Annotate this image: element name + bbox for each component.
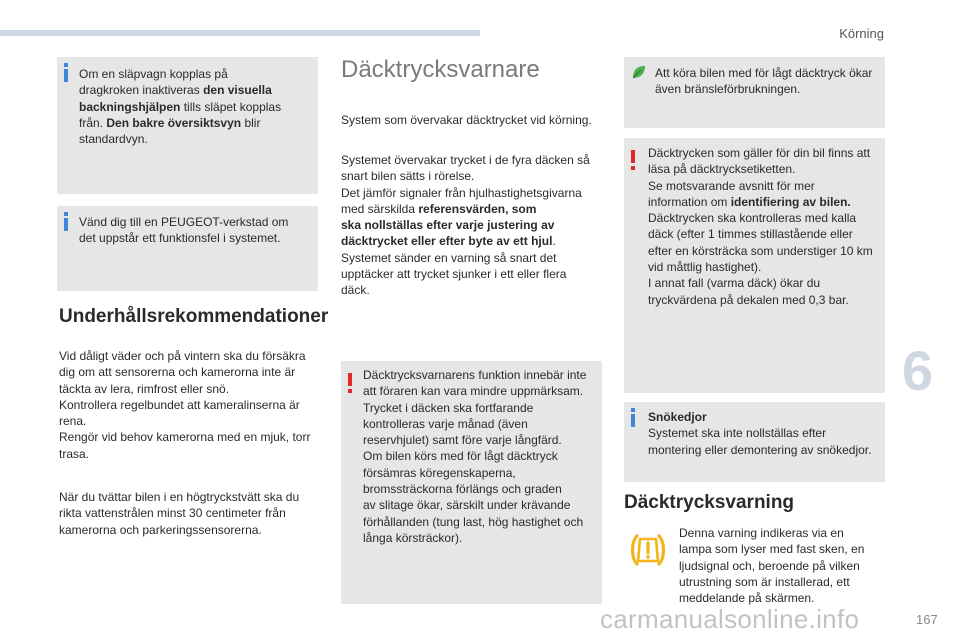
text: Vid dåligt väder och på vintern ska du försäkra <box>59 349 306 363</box>
text: kontrolleras varje månad (även <box>363 416 528 431</box>
text: standardvyn. <box>79 132 148 147</box>
warning-icon <box>348 373 352 386</box>
info-icon <box>631 414 635 427</box>
text: däck. <box>341 283 370 298</box>
chapter-number: 6 <box>902 339 934 402</box>
text: dig om att sensorerna och kamerorna inte är <box>59 365 296 380</box>
text: kamerorna och parkeringssensorerna. <box>59 522 262 537</box>
eco-leaf-icon <box>630 63 648 81</box>
text: I annat fall (varma däck) ökar du <box>648 276 821 291</box>
text: . <box>552 234 556 249</box>
text: Om bilen körs med för lågt däcktryck <box>363 449 558 464</box>
text: ljudsignal och, beroende på vilken <box>679 558 860 573</box>
text: trasa. <box>59 446 90 461</box>
text: förhållanden (tung last, hög hastighet och <box>363 514 584 529</box>
text: Att köra bilen med för lågt däcktryck ökar <box>655 66 873 80</box>
text: Däcktrycksvarnarens funktion innebär inte <box>363 368 587 382</box>
text: reservhjulet) samt före varje långfärd. <box>363 433 562 448</box>
text: efter en körsträcka som understiger 10 km <box>648 243 873 258</box>
text: Rengör vid behov kamerorna med en mjuk, torr <box>59 430 311 445</box>
text: utrustning som är installerad, ett <box>679 574 850 589</box>
text: Om en släpvagn kopplas på <box>79 67 228 81</box>
text: När du tvättar bilen i en högtryckstvätt ska du <box>59 490 300 504</box>
warning-box-attention <box>341 361 602 604</box>
system-description <box>341 152 606 299</box>
text: Se motsvarande avsnitt för mer <box>648 178 815 193</box>
intro-text: System som övervakar däcktrycket vid körning. <box>341 113 592 127</box>
text: Trycket i däcken ska fortfarande <box>363 400 534 415</box>
text: det uppstår ett funktionsfel i systemet. <box>79 231 281 246</box>
text: även bränsleförbrukningen. <box>655 82 801 97</box>
text: montering eller demontering av snökedjor. <box>648 442 872 457</box>
warning-box-pressures <box>624 138 885 393</box>
text: av slitage ökar, särskilt under krävande <box>363 498 571 513</box>
text: med särskilda <box>341 201 416 216</box>
text: snart bilen sätts i rörelse. <box>341 169 475 184</box>
text-bold: referensvärden, som <box>418 201 537 216</box>
page-number: 167 <box>916 612 938 627</box>
text: läsa på däcktrycksetiketten. <box>648 162 796 177</box>
text: vid måttlig hastighet). <box>648 260 762 275</box>
info-box-trailer <box>57 57 318 194</box>
watermark: carmanualsonline.info <box>600 604 860 634</box>
warning-icon <box>631 150 635 163</box>
text: rikta vattenstrålen minst 30 centimeter från <box>59 506 286 521</box>
text: långa körsträckor). <box>363 530 463 545</box>
text: bromssträckorna förlängs och graden <box>363 482 562 497</box>
maintenance-paragraph-1 <box>59 348 321 462</box>
text: Systemet övervakar trycket i de fyra däcken så <box>341 153 590 167</box>
text: att föraren kan vara mindre uppmärksam. <box>363 384 584 399</box>
text: dragkroken inaktiveras <box>79 83 200 98</box>
text-bold: identifiering av bilen. <box>730 194 851 209</box>
box-title: Snökedjor <box>648 410 707 424</box>
text: Vänd dig till en PEUGEOT-verkstad om <box>79 215 289 229</box>
text: Systemet ska inte nollställas efter <box>648 426 827 441</box>
info-icon <box>64 69 68 82</box>
text: Kontrollera regelbundet att kameralinserna är <box>59 397 300 412</box>
text: tills släpet kopplas <box>183 99 282 114</box>
text: Systemet sänder en varning så snart det <box>341 250 557 265</box>
maintenance-paragraph-2 <box>59 489 321 538</box>
info-box-workshop <box>57 206 318 291</box>
section-title: Körning <box>839 26 884 41</box>
text: däck (efter 1 timmes stillastående eller <box>648 227 853 242</box>
info-icon <box>64 218 68 231</box>
text-bold: däcktrycket eller efter byte av ett hjul <box>341 234 553 249</box>
text: Det jämför signaler från hjulhastighetsgivarna <box>341 185 582 200</box>
text: Däcktrycken ska kontrolleras med kalla <box>648 211 857 226</box>
heading-maintenance: Underhållsrekommendationer <box>59 306 329 327</box>
text: upptäcker att trycket sjunker i ett eller flera <box>341 267 567 282</box>
text: information om <box>648 194 728 209</box>
heading-tyre-pressure-warning: Däcktrycksvarning <box>624 492 795 513</box>
text: försämras köregenskaperna, <box>363 465 516 480</box>
text-bold: den visuella <box>203 83 272 98</box>
text: rena. <box>59 414 87 429</box>
tyre-pressure-warning-icon <box>628 530 668 570</box>
text: från. <box>79 115 104 130</box>
heading-tyre-pressure-monitor: Däcktrycksvarnare <box>341 56 540 83</box>
text: tryckvärdena på dekalen med 0,3 bar. <box>648 292 849 307</box>
warning-description <box>679 525 889 606</box>
text-bold: ska nollställas efter varje justering av <box>341 218 555 233</box>
text: Däcktrycken som gäller för din bil finns att <box>648 146 871 160</box>
text: lampa som lyser med fast sken, en <box>679 542 865 557</box>
text: meddelande på skärmen. <box>679 591 815 606</box>
text: täckta av lera, rimfrost eller snö. <box>59 381 230 396</box>
text-bold: Den bakre översiktsvyn <box>106 115 242 130</box>
info-box-snow-chains <box>624 402 885 482</box>
eco-box-fuel <box>624 57 885 128</box>
text: Denna varning indikeras via en <box>679 526 844 540</box>
header-bar <box>0 30 480 36</box>
text: blir <box>244 115 261 130</box>
text-bold: backningshjälpen <box>79 99 181 114</box>
